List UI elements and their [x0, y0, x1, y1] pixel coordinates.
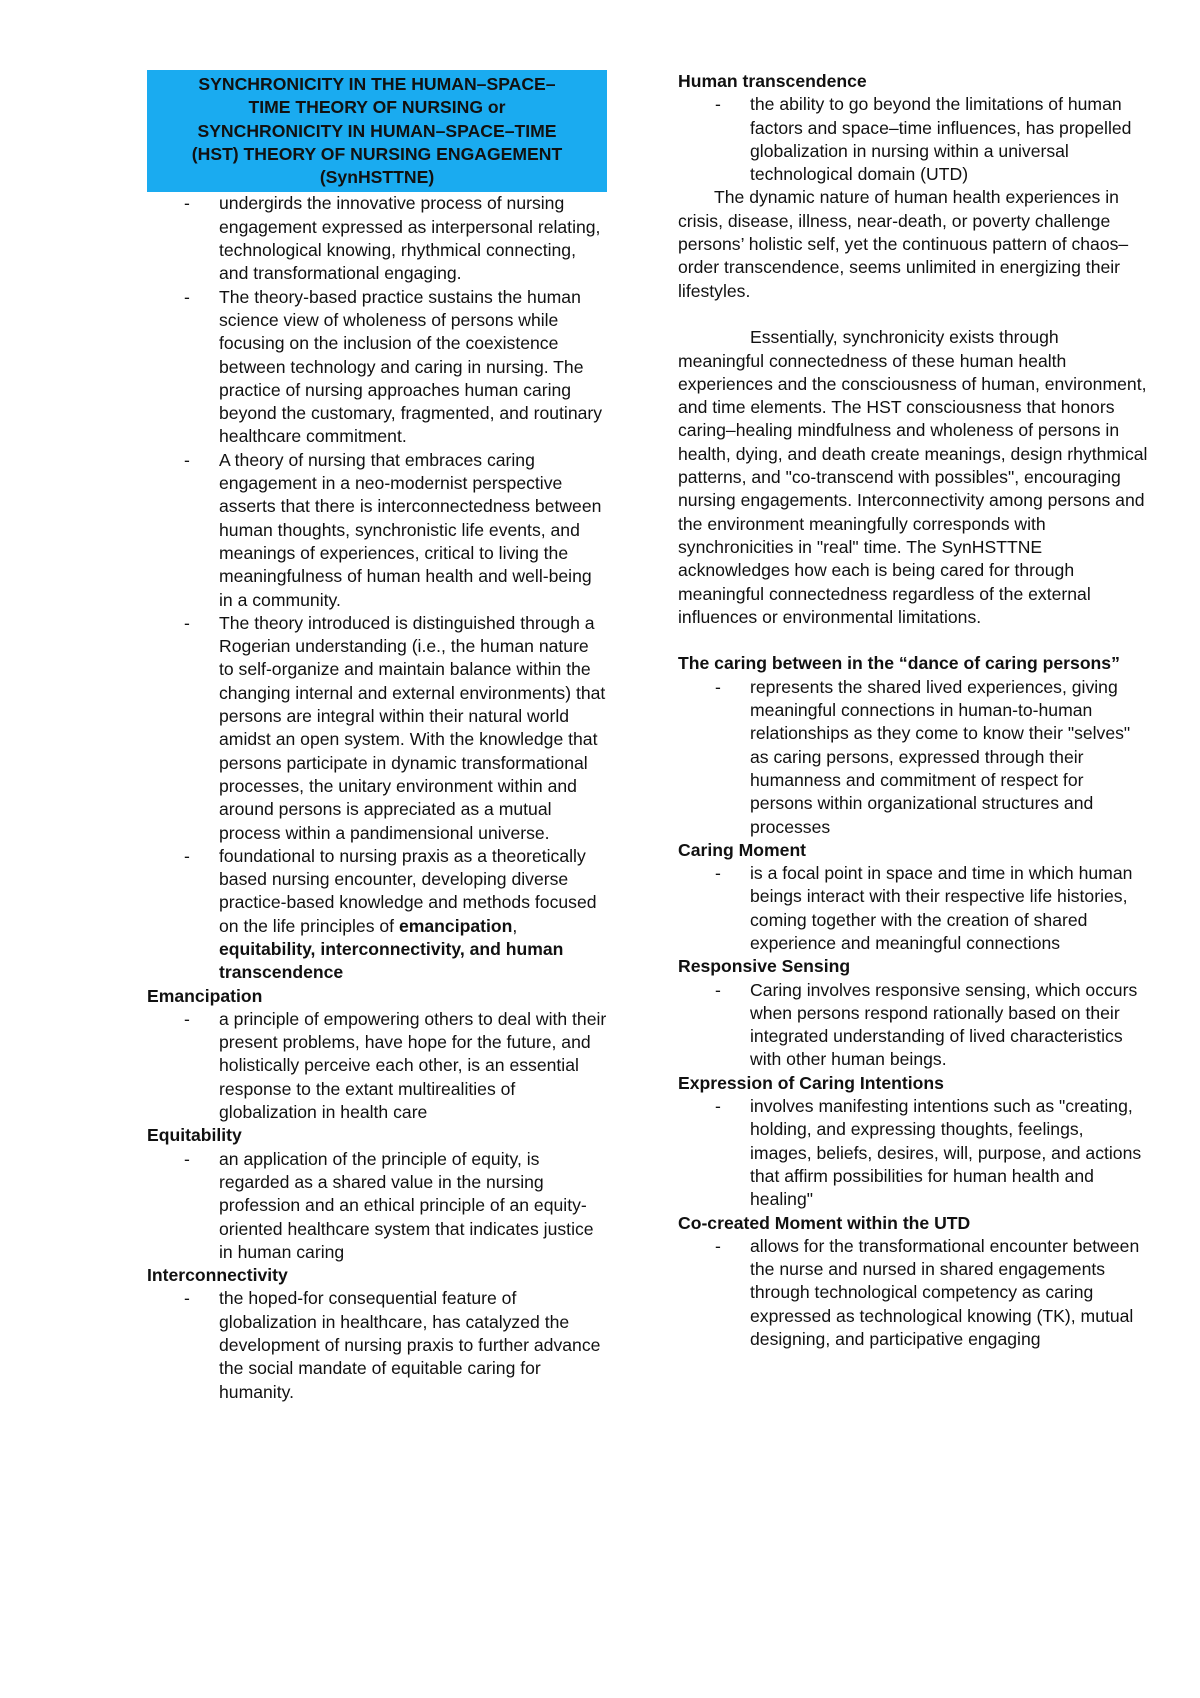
left-column [147, 70, 607, 1404]
list-item: - The theory introduced is distinguished through a Rogerian understanding (i.e., the human nature to self-organize and maintain balance within the changing internal and external environments) that persons are integral within their natural world amidst an open system. With the knowledge that persons participate in dynamic transformational processes, the unitary environment within and around persons is appreciated as a mutual process within a pandimensional universe. [147, 612, 607, 845]
section-bullet-list [147, 1148, 607, 1264]
list-item: - involves manifesting intentions such as "creating, holding, and expressing thoughts, feelings, images, beliefs, desires, will, purpose, and actions that affirm possibilities for human health and healing" [678, 1095, 1148, 1211]
spacer [678, 629, 1148, 652]
right-column [678, 70, 1148, 1351]
title-line: SYNCHRONICITY IN HUMAN–SPACE–TIME [197, 120, 557, 141]
section-bullet-list [147, 1008, 607, 1124]
paragraph: Essentially, synchronicity exists through meaningful connectedness of these human health experiences and the consciousness of human, environment, and time elements. The HST consciousness that honors caring–healing mindfulness and wholeness of persons in health, dying, and death create meanings, design rhythmical patterns, and "co-transcend with possibles", encouraging nursing engagements. Interconnectivity among persons and the environment meaningfully corresponds with synchronicities in "real" time. The SynHSTTNE acknowledges how each is being cared for through meaningful connectedness regardless of the external influences or environmental limitations. [678, 327, 1148, 627]
title-line: (HST) THEORY OF NURSING ENGAGEMENT [191, 143, 563, 164]
list-item: - Caring involves responsive sensing, which occurs when persons respond rationally based on their integrated understanding of lived characteristics with other human beings. [678, 979, 1148, 1072]
section-bullet-list [678, 979, 1148, 1072]
title-line: (SynHSTTNE) [319, 167, 435, 188]
praxis-separator: , [512, 915, 518, 936]
intro-bullet-list [147, 192, 607, 984]
section-bullet-list [678, 862, 1148, 955]
section-heading: Responsive Sensing [678, 956, 851, 977]
document-title [147, 70, 607, 192]
section-bullet-list [678, 1235, 1148, 1351]
section-heading: Equitability [147, 1125, 242, 1146]
section-heading: Caring Moment [678, 839, 807, 860]
list-item: - undergirds the innovative process of nursing engagement expressed as interpersonal relating, technological knowing, rhythmical connecting, and transformational engaging. [147, 192, 607, 285]
section-heading: Interconnectivity [147, 1265, 288, 1286]
section-bullet-list [678, 676, 1148, 839]
list-item: - is a focal point in space and time in which human beings interact with their respective life histories, coming together with the creation of shared experience and meaningful connections [678, 862, 1148, 955]
list-item: - The theory-based practice sustains the human science view of wholeness of persons while focusing on the inclusion of the coexistence between technology and caring in nursing. The practice of nursing approaches human caring beyond the customary, fragmented, and routinary healthcare commitment. [147, 286, 607, 449]
spacer [678, 303, 1148, 326]
section-heading: Human transcendence [678, 71, 867, 91]
list-item: - A theory of nursing that embraces caring engagement in a neo-modernist perspective asserts that there is interconnectedness between human thoughts, synchronistic life events, and meanings of experiences, critical to living the meaningfulness of human health and well-being in a community. [147, 449, 607, 612]
list-item: - allows for the transformational encounter between the nurse and nursed in shared engagements through technological competency as caring expressed as technological knowing (TK), mutual designing, and participative engaging [678, 1235, 1148, 1351]
list-item: - the ability to go beyond the limitations of human factors and space–time influences, has propelled globalization in nursing within a universal technological domain (UTD) [678, 93, 1148, 186]
title-line: SYNCHRONICITY IN THE HUMAN–SPACE– [198, 74, 556, 94]
list-item: - a principle of empowering others to deal with their present problems, have hope for the future, and holistically perceive each other, is an essential response to the extant multirealities of globalization in health care [147, 1008, 607, 1124]
list-item: - an application of the principle of equity, is regarded as a shared value in the nursing profession and an ethical principle of an equity-oriented healthcare system that indicates justice in human caring [147, 1148, 607, 1264]
section-heading: The caring between in the “dance of caring persons” [678, 653, 1120, 674]
paragraph: The dynamic nature of human health experiences in crisis, disease, illness, near-death, or poverty challenge persons’ holistic self, yet the continuous pattern of chaos–order transcendence, seems unlimited in energizing their lifestyles. [678, 187, 1129, 301]
section-bullet-list [678, 1095, 1148, 1211]
praxis-bold-principles: equitability, interconnectivity, and human transcendence [219, 938, 564, 983]
title-line: TIME THEORY OF NURSING or [248, 97, 506, 118]
section-heading: Expression of Caring Intentions [678, 1072, 944, 1093]
list-item: - the hoped-for consequential feature of globalization in healthcare, has catalyzed the development of nursing praxis to further advance the social mandate of equitable caring for humanity. [147, 1287, 607, 1403]
list-item: - represents the shared lived experiences, giving meaningful connections in human-to-human relationships as they come to know their "selves" as caring persons, expressed through their humanness and commitment of respect for persons within organizational structures and processes [678, 676, 1148, 839]
section-heading: Co-created Moment within the UTD [678, 1212, 971, 1233]
praxis-text: foundational to nursing praxis as a theoretically based nursing encounter, developing diverse practice-based knowledge and methods focused on the life principles of [219, 845, 597, 936]
section-heading: Emancipation [147, 985, 263, 1006]
praxis-bold-emancipation: emancipation [398, 915, 513, 936]
section-bullet-list [678, 93, 1148, 186]
section-bullet-list [147, 1287, 607, 1403]
list-item [147, 845, 607, 985]
